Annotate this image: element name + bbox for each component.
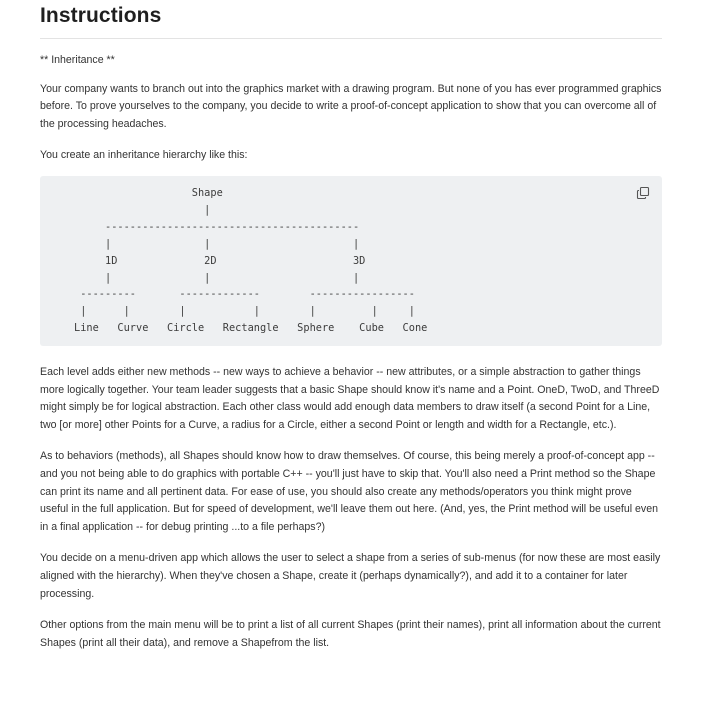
instructions-body [40, 52, 662, 666]
options-paragraph: Other options from the main menu will be to print a list of all current Shapes (print their names), print all information about the current Shapes (print all their data), and remove a Shapefrom the list. [40, 619, 661, 649]
intro-paragraph: Your company wants to branch out into the graphics market with a drawing program. But none of you has ever programmed graphics before. To prove yourselves to the company, you decide to write a proof-of-concept application to show that you can overcome all of the processing headaches. [40, 82, 662, 130]
levels-paragraph: Each level adds either new methods -- new ways to achieve a behavior -- new attributes, or a simple abstraction to gather things more logically together. Your team leader suggests that a basic Shape should know it's name and a Point. OneD, TwoD, and ThreeD might simply be for logical abstraction. Each other class would add enough data members to draw itself (a second Point for a Line, two [or more] other Points for a Curve, a radius for a Circle, either a second Point or length and width for a Rectangle, etc.). [40, 365, 660, 431]
copy-icon[interactable] [636, 186, 650, 200]
page-title: Instructions [40, 4, 162, 27]
section-heading: ** Inheritance ** [40, 54, 115, 66]
title-divider [40, 38, 662, 39]
hierarchy-diagram-text: Shape | ----------------------------------------- | | | 1D 2D 3D | | | --------- ------------- ----------------- | | | | | | | Line Curve Circle Rectangle Sphere Cube Cone [74, 186, 428, 335]
behaviors-paragraph: As to behaviors (methods), all Shapes should know how to draw themselves. Of course, this being merely a proof-of-concept app -- and you not being able to do graphics with portable C++ -- you'll just have to skip that. You'll also need a Print method so the Shape can print its name and all pertinent data. For ease of use, you should also create any methods/operators you think might prove useful in the full application. But for speed of development, we'll leave them out here. (And, yes, the Print method will be useful even in a final application -- for debug printing ...to a file perhaps?) [40, 450, 658, 533]
menu-paragraph: You decide on a menu-driven app which allows the user to select a shape from a series of sub-menus (for now these are most easily aligned with the hierarchy). When they've chosen a Shape, create it (perhaps dynamically?), and add it to a container for later processing. [40, 552, 661, 600]
hierarchy-intro-paragraph: You create an inheritance hierarchy like this: [40, 149, 248, 162]
hierarchy-code-block [40, 176, 662, 346]
